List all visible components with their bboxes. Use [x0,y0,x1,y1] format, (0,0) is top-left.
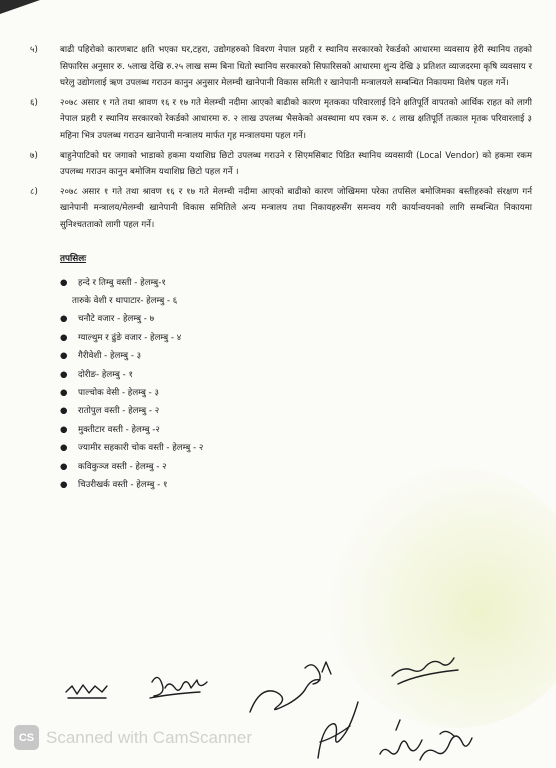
signature-8 [420,731,472,760]
bullet-icon: ● [60,369,68,380]
list-item [30,476,532,494]
paragraph-number: ७) [30,150,38,161]
paragraph-8 [30,184,532,234]
bullet-icon: ● [60,332,68,343]
paragraph-text: बाढी पहिरोको कारणबाट क्षति भएका घर,टहरा, उद्योगहरुको विवरण नेपाल प्रहरी र स्थानिय सरकारको रेकर्डको आधारमा व्यवसाय हेरी स्थानिय तहको सिफारिस अनुसार रु. ५लाख देखि रु.२५ लाख सम्म बिना धितो स्थानिय सरकारको सिफारिसको आधारमा शुन्य देखि ३ प्रतिशत व्याजदरमा कृषि व्यवसाय र घरेलु उद्योगलाई ऋण उपलब्ध गराउन कानुन अनुसार मेलम्ची खानेपानी विकास समिती र खानेपानी मन्त्रालयले सम्बन्धित निकायमा विशेष पहल गर्ने। [60,45,532,89]
list-item-text: दोरीङ- हेलम्बु - १ [78,369,133,380]
paragraph-5 [30,42,532,92]
bullet-icon: ● [60,480,68,490]
list-item-text: पाल्चोक वेसी - हेलम्बु - ३ [78,387,159,398]
paragraph-number: ५) [30,45,38,55]
paragraph-number: ८) [30,186,38,197]
paragraph-7 [30,148,532,181]
bullet-icon: ● [60,424,68,435]
list-item [30,439,532,457]
list-item-text: चनौटे वजार - हेलम्बु - ७ [78,314,155,325]
list-item [30,310,532,328]
scan-corner-shadow [0,0,40,14]
watermark-text: Scanned with CamScanner [46,727,253,747]
paragraph-text: २०७८ असार १ गते तथा श्रावण १६ र १७ गते मेलम्ची नदीमा आएको बाढीको कारण मृतकका परिवारलाई दिने क्षतिपूर्ति वापतको आर्थिक राहत को लागी नेपाल प्रहरी र स्थानिय सरकारको रेकर्डको आधारमा रु. २ लाख उपलब्ध भैसकेको अवस्थामा थप रकम रु. ८ लाख क्षतिपूर्ति तत्काल मृतक परिवारलाई ३ महिना भित्र उपलब्ध गराउन खानेपानी मन्त्रालय मार्फत गृह मन्त्रालयमा पहल गर्ने। [60,97,532,141]
bullet-icon: ● [60,461,68,472]
list-item [30,458,532,476]
paragraph-text: बाहुनेपाटिको घर जगाको भाडाको हकमा यथाशिघ्र छिटो उपलब्ध गराउने र सिएमसिबाट पिडित स्थानिय व्यवसायी (Local Vendor) को हकमा रकम उपलब्ध गराउन कानुन बमोजिम यथाशिघ्र छिटो पहल गर्ने । [60,150,532,178]
list-item-text: गैरीवेशी - हेलम्बु - ३ [78,351,142,362]
list-item [30,366,532,384]
signature-5 [392,658,458,684]
signature-area [0,650,556,768]
camscanner-watermark [14,725,252,750]
list-item [30,421,532,439]
signature-2 [150,677,207,698]
list-item-text: रातोपुल वस्ती - हेलम्बु - २ [78,406,160,417]
bullet-icon: ● [60,443,68,454]
signature-6 [318,702,358,758]
signature-7 [380,720,422,754]
list-item-text: हन्दे र तिम्बु वस्ती - हेलम्बु-१ [78,277,166,288]
list-item [30,292,532,310]
signature-1 [66,685,107,698]
bullet-icon: ● [60,351,68,362]
list-item [30,274,532,292]
bullet-icon: ● [60,387,68,398]
paragraph-text: २०७८ असार १ गते तथा श्रावण १६ र १७ गते मेलम्ची नदीमा आएको बाढीको कारण जोखिममा परेका तपसिल बमोजिमका बस्तीहरुको संरक्षण गर्न खानेपानी मन्त्रालय/मेलम्ची खानेपानी विकास समितिले अन्य मन्त्रालय तथा निकायहरुसँग समन्वय गरी कार्यान्वयनको लागि सम्बन्धित निकायमा सुनिश्चतताको लागी पहल गर्ने। [60,186,532,230]
list-item-text: ज्यामीर सहकारी चोक वस्ती - हेलम्बु - २ [78,443,204,454]
list-item [30,347,532,365]
signature-3 [250,680,320,712]
list-item-text: कविकुञ्ज वस्ती - हेलम्बु - २ [78,461,167,472]
signature-4 [305,662,331,684]
list-item-text: ग्याल्थुम र ढुंङे वजार - हेलम्बु - ४ [78,332,182,343]
paragraph-number: ६) [30,97,38,108]
paragraph-6 [30,95,532,145]
bullet-icon: ● [60,277,68,288]
list-item [30,384,532,402]
list-item [30,402,532,420]
settlement-list [30,274,532,495]
camscanner-logo-icon: CS [14,725,39,750]
list-item-text: तारुके वेशी र थापाटार- हेलम्बु - ६ [72,295,178,306]
list-item [30,329,532,347]
list-item-text: चिउरीखर्क वस्ती - हेलम्बु - १ [78,480,168,490]
schedule-heading: तपसिलः [60,253,86,264]
bullet-icon: ● [60,406,68,417]
bullet-icon: ● [60,314,68,325]
list-item-text: मुक्तीटार वस्ती - हेलम्बु -२ [78,424,160,435]
document-body [30,42,532,494]
